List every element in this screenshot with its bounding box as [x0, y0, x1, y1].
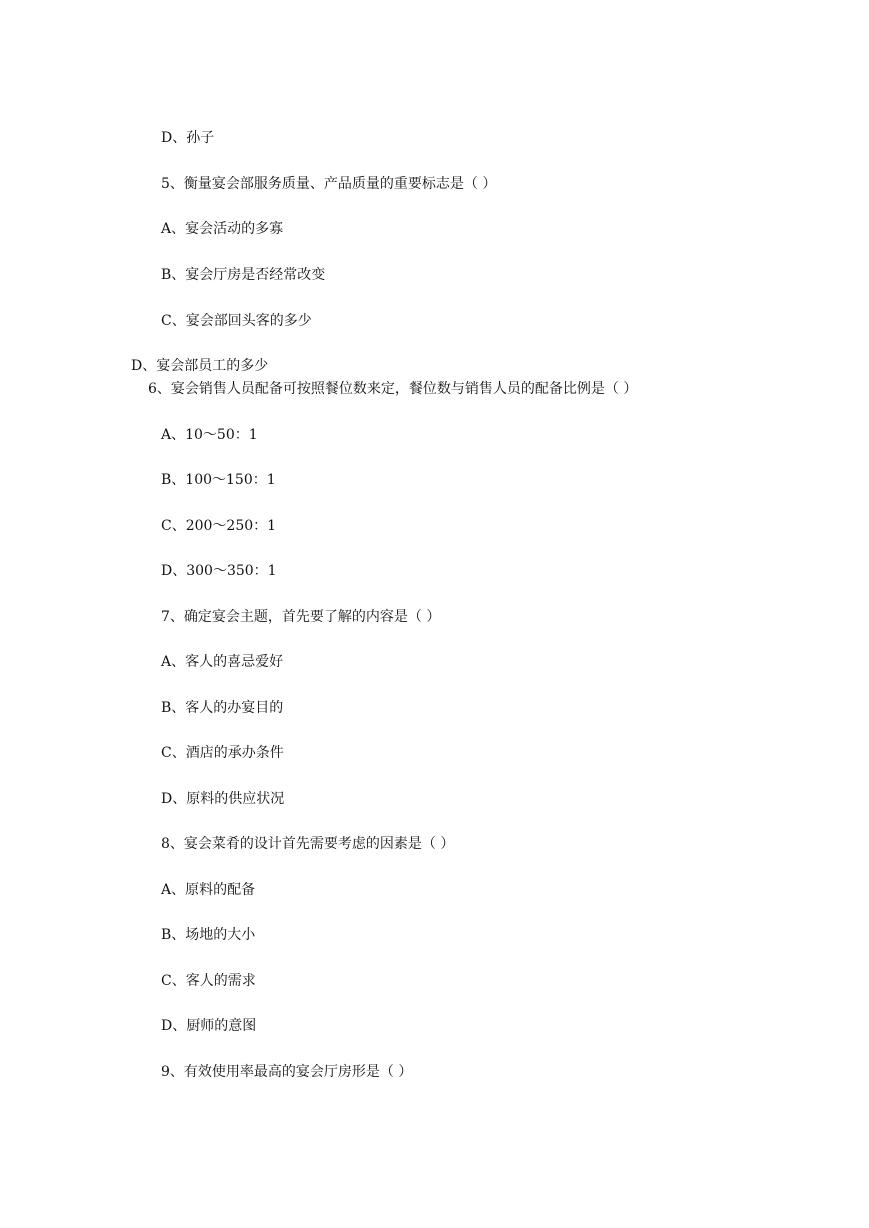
option-6a: A、10～50：1 — [161, 427, 258, 443]
option-6c: C、200～250：1 — [161, 518, 277, 534]
question-7: 7、确定宴会主题，首先要了解的内容是（ ） — [161, 609, 441, 625]
option-5b: B、宴会厅房是否经常改变 — [161, 267, 326, 283]
option-7b: B、客人的办宴目的 — [161, 700, 284, 716]
option-5a: A、宴会活动的多寡 — [161, 221, 284, 237]
option-7d: D、原料的供应状况 — [161, 791, 285, 807]
option-8a: A、原料的配备 — [161, 882, 256, 898]
question-9: 9、有效使用率最高的宴会厅房形是（ ） — [161, 1064, 413, 1080]
question-6: 6、宴会销售人员配备可按照餐位数来定，餐位数与销售人员的配备比例是（ ） — [148, 381, 638, 397]
question-8: 8、宴会菜肴的设计首先需要考虑的因素是（ ） — [161, 836, 455, 852]
question-5: 5、衡量宴会部服务质量、产品质量的重要标志是（ ） — [161, 176, 497, 192]
option-8b: B、场地的大小 — [161, 927, 256, 943]
option-7a: A、客人的喜忌爱好 — [161, 654, 284, 670]
option-8d: D、厨师的意图 — [161, 1018, 257, 1034]
option-8c: C、客人的需求 — [161, 973, 256, 989]
option-4d: D、孙子 — [161, 130, 215, 146]
option-6b: B、100～150：1 — [161, 472, 276, 488]
option-6d: D、300～350：1 — [161, 563, 277, 579]
option-5d: D、宴会部员工的多少 — [131, 358, 269, 374]
option-5c: C、宴会部回头客的多少 — [161, 313, 312, 329]
option-7c: C、酒店的承办条件 — [161, 745, 284, 761]
